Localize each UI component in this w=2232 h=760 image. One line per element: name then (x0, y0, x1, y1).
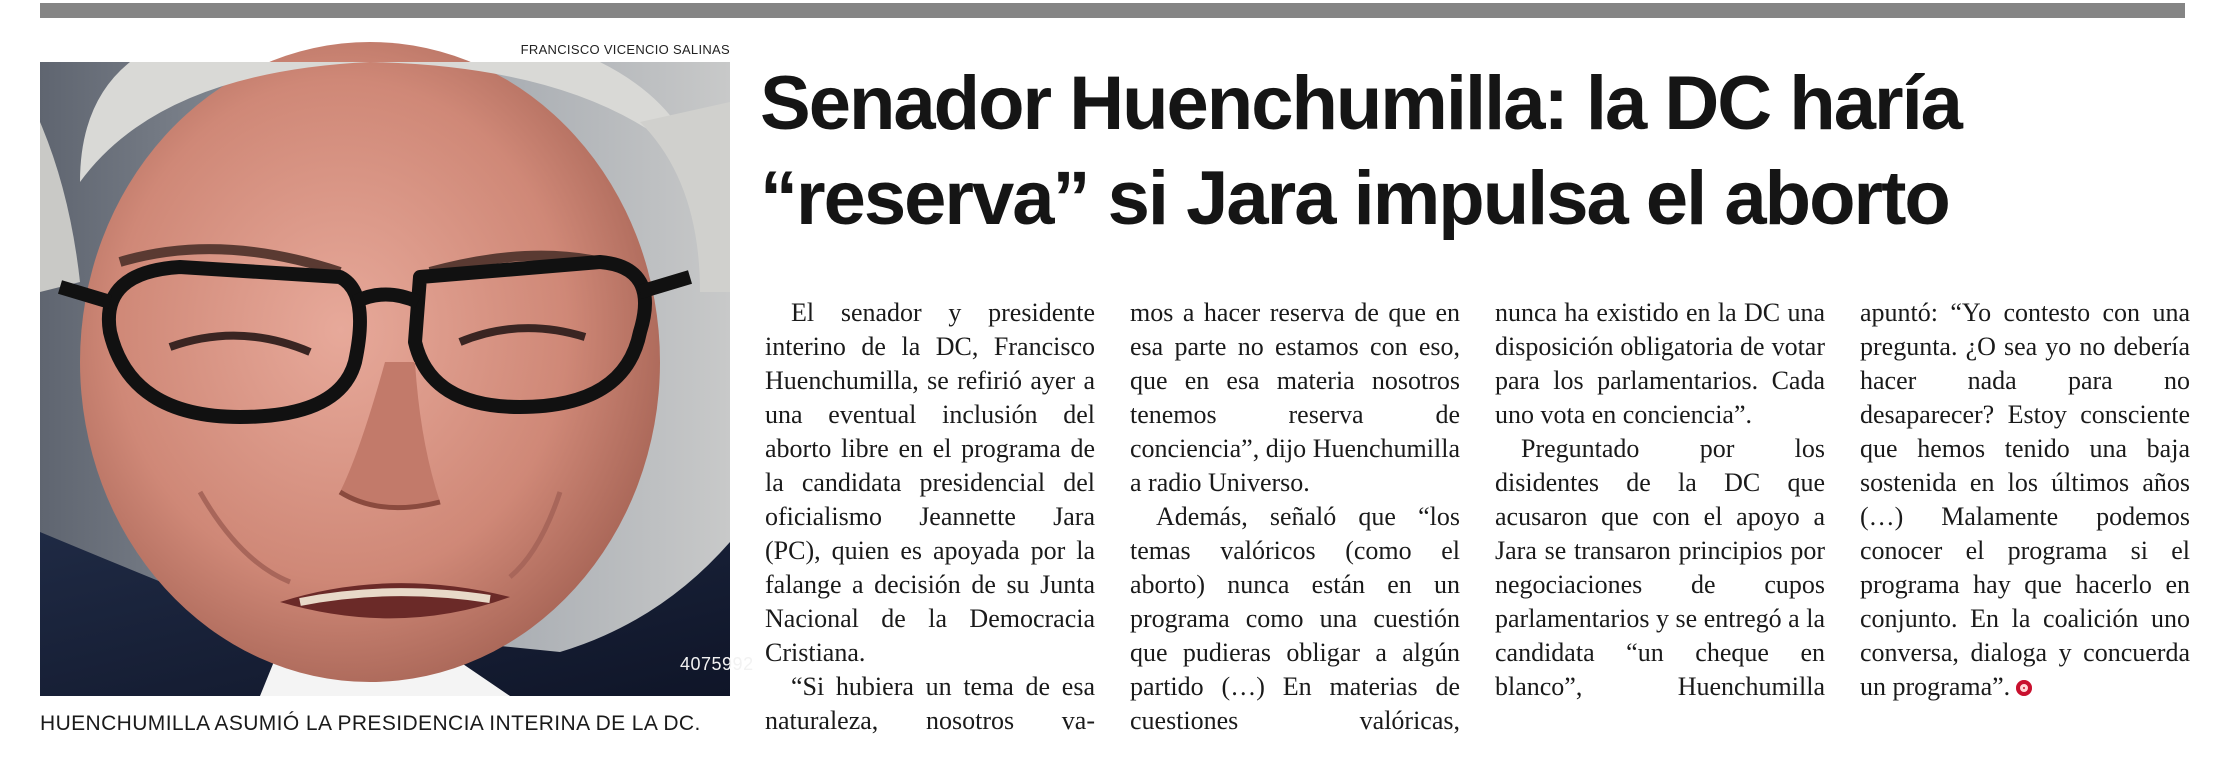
body-column-4 (1860, 296, 2190, 746)
paragraph-text: apuntó: “Yo contesto con una pregunta. ¿O sea yo no debería hacer nada para no desaparecer? Estoy consciente que hemos tenido una baja sostenida en los últimos años (…) Malamente podemos conocer el programa si el programa hay que hacerlo en conjunto. En la coalición uno conversa, dialoga y concuerda un programa”. (1860, 298, 2190, 701)
top-rule (40, 3, 2185, 18)
end-of-article-icon (2016, 680, 2032, 696)
headline-line-2: “reserva” si Jara impulsa el aborto (760, 156, 1949, 241)
photo-id: 4075992 (680, 654, 754, 674)
paragraph: nunca ha existido en la DC una disposición obligatoria de votar para los parlamentarios. Cada uno vota en conciencia”. (1495, 298, 1825, 429)
photo-credit: FRANCISCO VICENCIO SALINAS (520, 42, 730, 57)
paragraph: El senador y presidente interino de la DC, Francisco Huenchumilla, se refirió ayer a una eventual inclusión del aborto libre en el programa de la candidata presidencial del oficialismo Jeannette Jara (PC), quien es apoyada por la falange a decisión de su Junta Nacional de la Democracia Cristiana. (765, 298, 1095, 667)
body-column-2 (1130, 296, 1460, 746)
body-column-3 (1495, 296, 1825, 746)
paragraph (1860, 296, 2190, 704)
body-column-1 (765, 296, 1095, 746)
headline (760, 56, 2200, 246)
senator-photo (40, 62, 754, 696)
photo-caption: HUENCHUMILLA ASUMIÓ LA PRESIDENCIA INTERINA DE LA DC. (40, 712, 701, 735)
headline-line-1: Senador Huenchumilla: la DC haría (760, 61, 1961, 146)
paragraph: Preguntado por los disidentes de la DC que acusaron que con el apoyo a Jara se transaron principios por negociaciones de cupos parlamentarios y se entregó a la candidata “un cheque en blanco”, Huenchumilla (1495, 434, 1825, 701)
paragraph: “Si hubiera un tema de esa naturaleza, nosotros va- (765, 672, 1095, 735)
paragraph: mos a hacer reserva de que en esa parte no estamos con eso, que en esa materia nosotros tenemos reserva de conciencia”, dijo Huenchumilla a radio Universo. (1130, 298, 1460, 497)
senator-portrait-illustration (40, 62, 730, 696)
paragraph: Además, señaló que “los temas valóricos (como el aborto) nunca están en un programa como una cuestión que pudieras obligar a algún partido (…) En materias de cuestiones valóricas, (1130, 502, 1460, 735)
